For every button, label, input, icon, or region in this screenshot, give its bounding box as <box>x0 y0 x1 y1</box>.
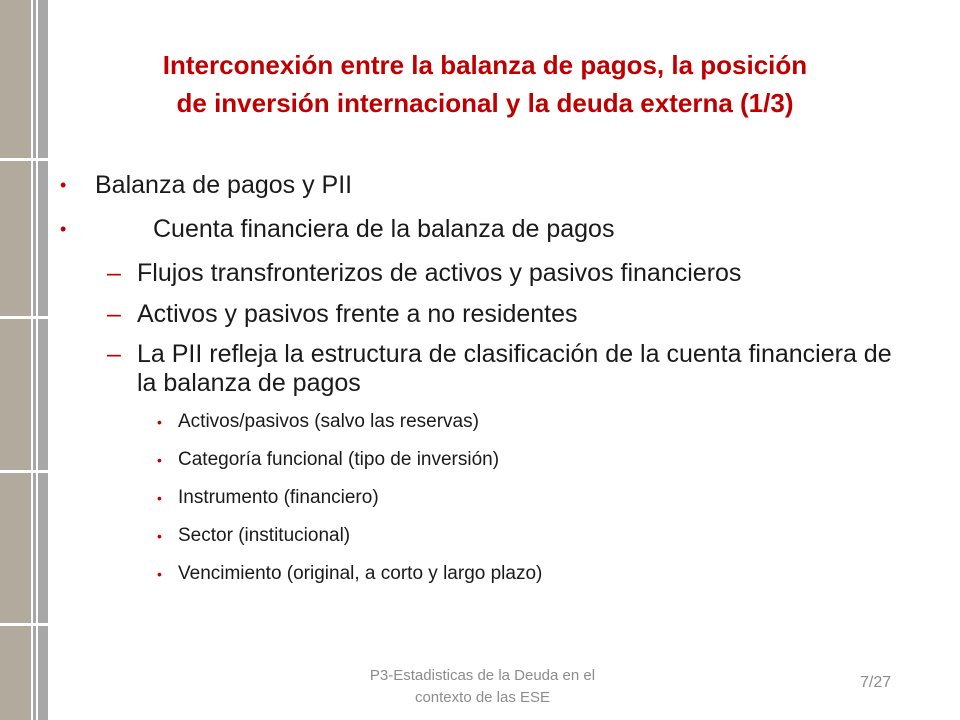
dash-bullet-icon: – <box>107 300 121 328</box>
bullet-item <box>60 214 940 244</box>
footer-line-1: P3-Estadisticas de la Deuda en el <box>369 667 596 684</box>
page-number: 7/27 <box>860 674 892 691</box>
dash-bullet-icon: – <box>107 259 121 287</box>
detail-bullet-text: Activos/pasivos (salvo las reservas) <box>178 411 479 432</box>
detail-bullet-text: Vencimiento (original, a corto y largo plazo) <box>178 563 543 584</box>
detail-bullet-item <box>60 410 940 434</box>
bullet-dot-icon: • <box>157 566 162 582</box>
sub-bullet-text: La PII refleja la estructura de clasificación de la cuenta financiera de la balanza de pagos <box>137 340 892 397</box>
sidebar-grey-stripe <box>38 0 48 720</box>
bullet-dot-icon: • <box>157 490 162 506</box>
detail-bullet-text: Instrumento (financiero) <box>178 487 379 508</box>
detail-bullet-text: Sector (institucional) <box>178 525 351 546</box>
detail-bullet-text: Categoría funcional (tipo de inversión) <box>178 449 500 470</box>
sub-bullet-text: Flujos transfronterizos de activos y pasivos financieros <box>137 259 742 287</box>
sidebar-separator <box>0 623 48 626</box>
slide-footer <box>350 665 615 709</box>
slide-title-line-2: de inversión internacional y la deuda externa (1/3) <box>176 88 794 118</box>
detail-bullet-item <box>60 448 940 472</box>
bullet-dot-icon: • <box>157 452 162 468</box>
sidebar-separator <box>0 316 48 319</box>
bullet-dot-icon: • <box>60 175 67 195</box>
footer-line-2: contexto de las ESE <box>414 689 551 706</box>
slide-body <box>60 170 940 600</box>
bullet-dot-icon: • <box>157 528 162 544</box>
bullet-dot-icon: • <box>60 219 67 239</box>
sidebar-separator <box>0 470 48 473</box>
detail-bullet-item <box>60 486 940 510</box>
bullet-text: Cuenta financiera de la balanza de pagos <box>153 215 615 243</box>
slide-title <box>60 46 910 122</box>
bullet-dot-icon: • <box>157 414 162 430</box>
detail-bullet-item <box>60 562 940 586</box>
sub-bullet-item <box>60 299 940 330</box>
sidebar-tan-stripe <box>0 0 31 720</box>
sub-bullet-text: Activos y pasivos frente a no residentes <box>137 300 578 328</box>
dash-bullet-icon: – <box>107 340 121 368</box>
sidebar-separator <box>0 158 48 161</box>
detail-bullet-item <box>60 524 940 548</box>
sidebar-grey-stripe-thin <box>33 0 36 720</box>
decorative-sidebar <box>0 0 48 720</box>
bullet-text: Balanza de pagos y PII <box>95 171 353 199</box>
slide-title-line-1: Interconexión entre la balanza de pagos, la posición <box>162 50 808 80</box>
bullet-item <box>60 170 940 200</box>
sub-bullet-item <box>60 258 940 289</box>
sub-bullet-item <box>60 340 907 398</box>
